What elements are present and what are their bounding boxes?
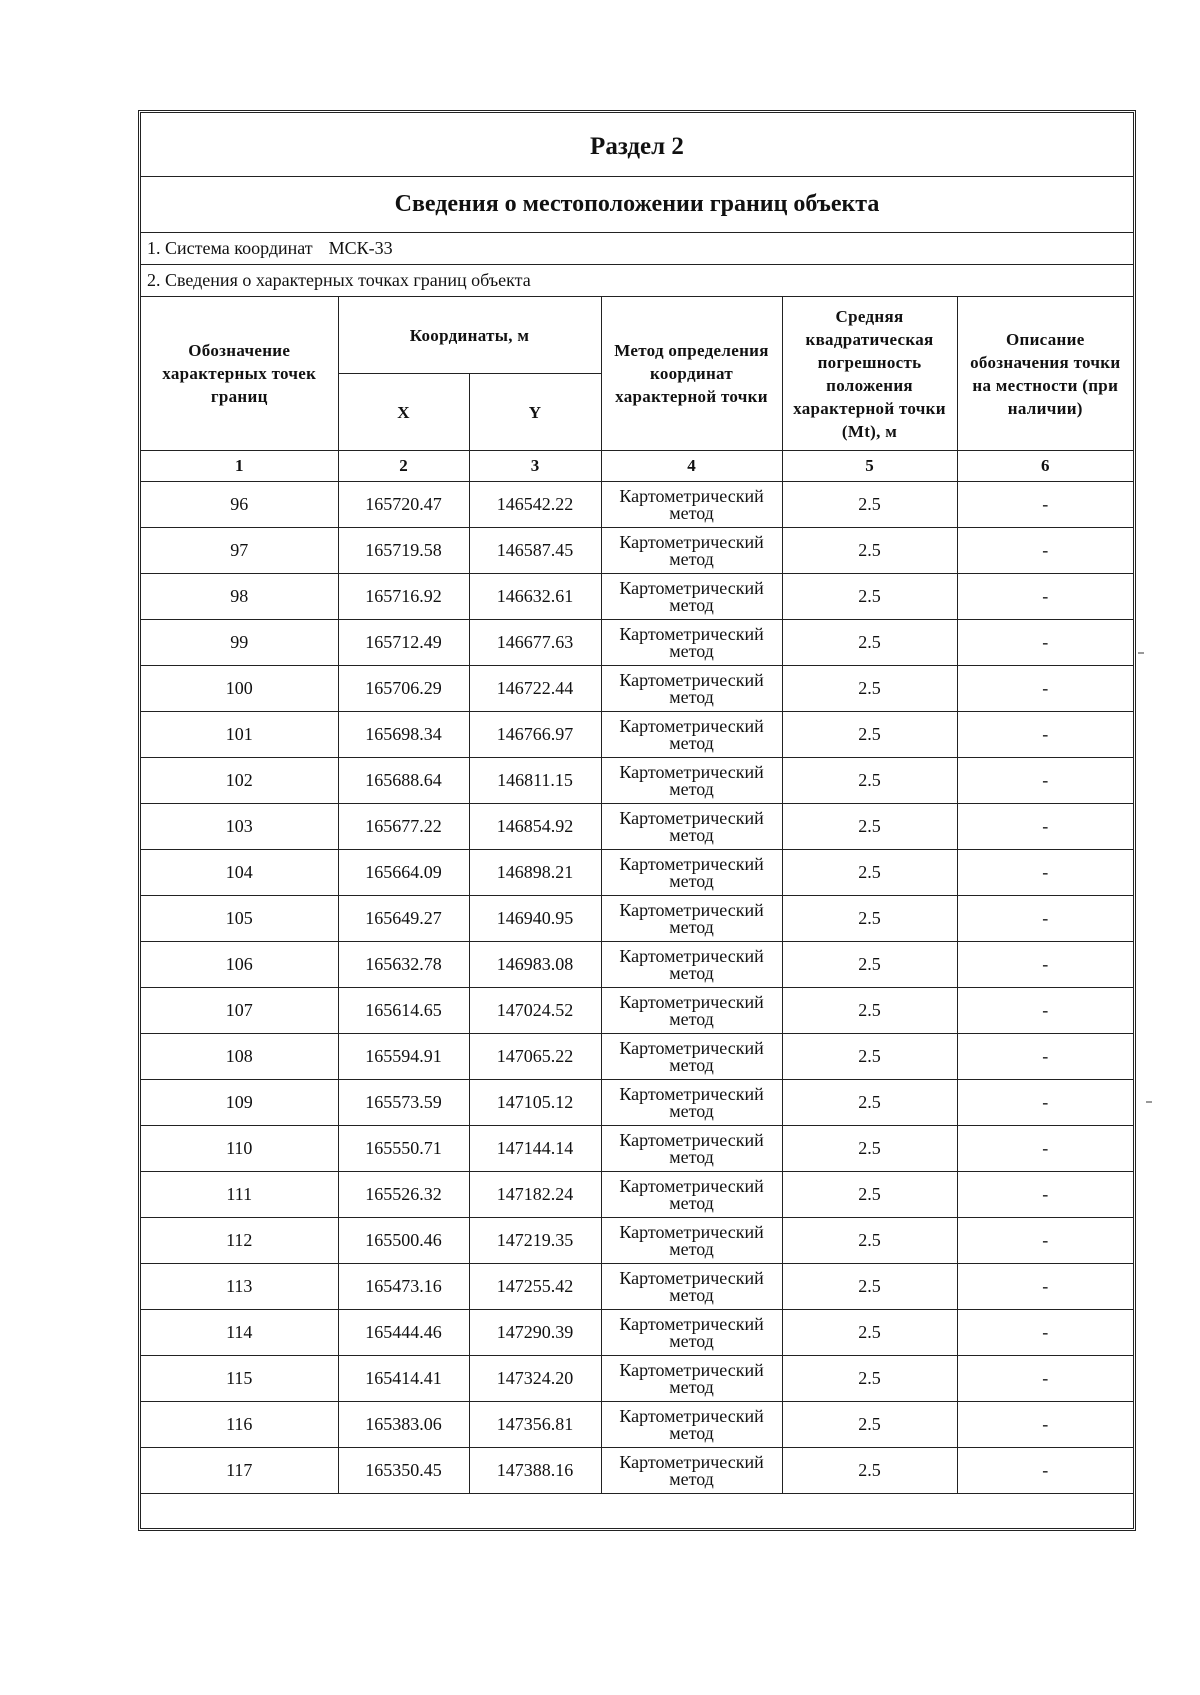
cell-point-number: 113 [141,1264,338,1310]
table-row [141,1448,1133,1494]
cell-x: 165526.32 [338,1172,469,1218]
boundary-points-table [141,297,1133,1494]
cell-x: 165383.06 [338,1402,469,1448]
cell-mt: 2.5 [782,850,957,896]
cell-mt: 2.5 [782,1264,957,1310]
cell-method: Картометрический метод [601,758,782,804]
cell-y: 147024.52 [469,988,601,1034]
table-row [141,850,1133,896]
cell-mt: 2.5 [782,988,957,1034]
table-row [141,482,1133,528]
cell-method: Картометрический метод [601,1034,782,1080]
cell-mt: 2.5 [782,896,957,942]
cell-x: 165573.59 [338,1080,469,1126]
table-row [141,1218,1133,1264]
cell-method: Картометрический метод [601,482,782,528]
cell-x: 165649.27 [338,896,469,942]
cell-mt: 2.5 [782,942,957,988]
cell-x: 165550.71 [338,1126,469,1172]
cell-point-number: 96 [141,482,338,528]
cell-point-number: 106 [141,942,338,988]
cell-mt: 2.5 [782,1080,957,1126]
cell-x: 165414.41 [338,1356,469,1402]
table-row [141,574,1133,620]
column-number: 6 [957,451,1133,482]
table-row [141,804,1133,850]
table-row [141,1034,1133,1080]
cell-method: Картометрический метод [601,1264,782,1310]
table-row [141,988,1133,1034]
column-number: 4 [601,451,782,482]
cell-mt: 2.5 [782,528,957,574]
cell-y: 146587.45 [469,528,601,574]
cell-description: - [957,942,1133,988]
cell-mt: 2.5 [782,758,957,804]
table-row [141,1356,1133,1402]
column-number: 5 [782,451,957,482]
table-body [141,482,1133,1494]
cell-y: 147105.12 [469,1080,601,1126]
cell-x: 165698.34 [338,712,469,758]
table-row [141,1080,1133,1126]
cell-mt: 2.5 [782,482,957,528]
cell-y: 147255.42 [469,1264,601,1310]
cell-description: - [957,1310,1133,1356]
cell-mt: 2.5 [782,620,957,666]
cell-description: - [957,758,1133,804]
cell-point-number: 104 [141,850,338,896]
cell-y: 146542.22 [469,482,601,528]
cell-description: - [957,1448,1133,1494]
cell-point-number: 97 [141,528,338,574]
cell-mt: 2.5 [782,1310,957,1356]
cell-mt: 2.5 [782,1356,957,1402]
cell-y: 146983.08 [469,942,601,988]
cell-method: Картометрический метод [601,1448,782,1494]
cell-x: 165677.22 [338,804,469,850]
cell-method: Картометрический метод [601,620,782,666]
cell-method: Картометрический метод [601,1356,782,1402]
cell-point-number: 117 [141,1448,338,1494]
cell-point-number: 103 [141,804,338,850]
cell-x: 165500.46 [338,1218,469,1264]
cell-point-number: 107 [141,988,338,1034]
cell-x: 165706.29 [338,666,469,712]
cell-method: Картометрический метод [601,1080,782,1126]
cell-mt: 2.5 [782,1126,957,1172]
cell-method: Картометрический метод [601,896,782,942]
cell-point-number: 108 [141,1034,338,1080]
cell-y: 146722.44 [469,666,601,712]
cell-mt: 2.5 [782,1034,957,1080]
cell-description: - [957,1264,1133,1310]
table-row [141,896,1133,942]
scan-artifact [1138,652,1144,654]
cell-method: Картометрический метод [601,712,782,758]
cell-y: 146940.95 [469,896,601,942]
cell-point-number: 102 [141,758,338,804]
points-caption: 2. Сведения о характерных точках границ объекта [141,265,1133,297]
cell-method: Картометрический метод [601,1402,782,1448]
cell-y: 147144.14 [469,1126,601,1172]
cell-method: Картометрический метод [601,942,782,988]
cell-point-number: 109 [141,1080,338,1126]
cell-method: Картометрический метод [601,988,782,1034]
cell-x: 165444.46 [338,1310,469,1356]
cell-x: 165632.78 [338,942,469,988]
cell-description: - [957,896,1133,942]
section-subtitle: Сведения о местоположении границ объекта [141,177,1133,233]
coord-system-value: МСК-33 [328,238,393,258]
cell-point-number: 114 [141,1310,338,1356]
cell-x: 165712.49 [338,620,469,666]
section-title: Раздел 2 [141,113,1133,177]
header-coordinates: Координаты, м [338,297,601,374]
table-row [141,528,1133,574]
table-row [141,1264,1133,1310]
cell-description: - [957,988,1133,1034]
cell-y: 146766.97 [469,712,601,758]
table-row [141,1126,1133,1172]
cell-y: 147324.20 [469,1356,601,1402]
cell-y: 147219.35 [469,1218,601,1264]
cell-method: Картометрический метод [601,804,782,850]
scan-artifact [1146,1101,1152,1103]
table-footer-blank [141,1494,1133,1528]
cell-y: 146677.63 [469,620,601,666]
cell-mt: 2.5 [782,1218,957,1264]
cell-x: 165594.91 [338,1034,469,1080]
column-number: 3 [469,451,601,482]
cell-mt: 2.5 [782,804,957,850]
cell-method: Картометрический метод [601,1126,782,1172]
cell-y: 147065.22 [469,1034,601,1080]
cell-description: - [957,1172,1133,1218]
cell-x: 165350.45 [338,1448,469,1494]
header-x: X [338,374,469,451]
table-row [141,712,1133,758]
cell-description: - [957,1034,1133,1080]
coord-system-label: 1. Система координат [147,238,313,258]
table-row [141,942,1133,988]
cell-y: 147290.39 [469,1310,601,1356]
cell-point-number: 100 [141,666,338,712]
table-row [141,1172,1133,1218]
cell-point-number: 99 [141,620,338,666]
cell-method: Картометрический метод [601,1172,782,1218]
cell-description: - [957,666,1133,712]
cell-y: 146854.92 [469,804,601,850]
cell-description: - [957,1356,1133,1402]
table-row [141,620,1133,666]
cell-point-number: 112 [141,1218,338,1264]
cell-mt: 2.5 [782,1448,957,1494]
cell-x: 165473.16 [338,1264,469,1310]
cell-x: 165664.09 [338,850,469,896]
table-row [141,758,1133,804]
cell-x: 165688.64 [338,758,469,804]
header-method: Метод определения координат характерной точки [601,297,782,451]
column-number: 2 [338,451,469,482]
cell-point-number: 115 [141,1356,338,1402]
cell-point-number: 105 [141,896,338,942]
cell-description: - [957,1402,1133,1448]
cell-method: Картометрический метод [601,1218,782,1264]
cell-point-number: 98 [141,574,338,620]
coord-system-line [141,233,1133,265]
cell-method: Картометрический метод [601,528,782,574]
header-y: Y [469,374,601,451]
cell-y: 146898.21 [469,850,601,896]
cell-description: - [957,1080,1133,1126]
document-sheet [138,110,1136,1531]
cell-mt: 2.5 [782,666,957,712]
cell-point-number: 110 [141,1126,338,1172]
cell-mt: 2.5 [782,574,957,620]
cell-method: Картометрический метод [601,666,782,712]
cell-description: - [957,574,1133,620]
cell-method: Картометрический метод [601,850,782,896]
cell-description: - [957,1218,1133,1264]
cell-x: 165720.47 [338,482,469,528]
cell-y: 147356.81 [469,1402,601,1448]
header-error: Средняя квадратическая погрешность положения характерной точки (Mt), м [782,297,957,451]
cell-description: - [957,482,1133,528]
cell-point-number: 101 [141,712,338,758]
cell-x: 165614.65 [338,988,469,1034]
cell-y: 146632.61 [469,574,601,620]
cell-mt: 2.5 [782,1402,957,1448]
cell-description: - [957,712,1133,758]
cell-x: 165719.58 [338,528,469,574]
header-description: Описание обозначения точки на местности (при наличии) [957,297,1133,451]
column-number: 1 [141,451,338,482]
cell-y: 147182.24 [469,1172,601,1218]
table-row [141,1310,1133,1356]
cell-mt: 2.5 [782,712,957,758]
cell-y: 146811.15 [469,758,601,804]
cell-description: - [957,1126,1133,1172]
cell-point-number: 111 [141,1172,338,1218]
table-row [141,666,1133,712]
cell-description: - [957,620,1133,666]
cell-description: - [957,850,1133,896]
cell-method: Картометрический метод [601,1310,782,1356]
cell-method: Картометрический метод [601,574,782,620]
cell-point-number: 116 [141,1402,338,1448]
header-designation: Обозначение характерных точек границ [141,297,338,451]
cell-mt: 2.5 [782,1172,957,1218]
cell-y: 147388.16 [469,1448,601,1494]
cell-description: - [957,528,1133,574]
table-row [141,1402,1133,1448]
cell-x: 165716.92 [338,574,469,620]
cell-description: - [957,804,1133,850]
